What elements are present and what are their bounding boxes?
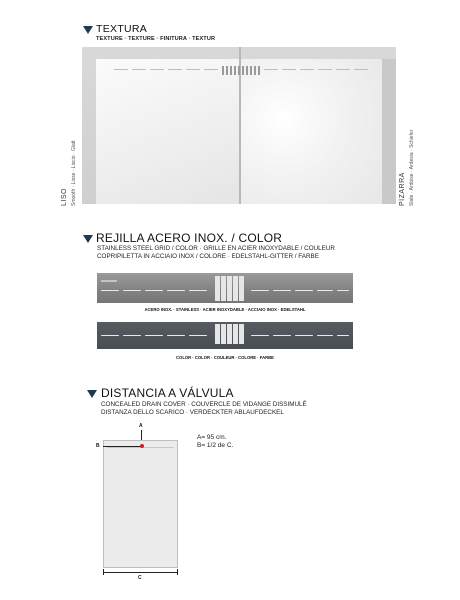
smooth-tray-surface [96, 59, 239, 204]
grid-drain-cover-icon [215, 276, 245, 301]
dimension-c-label: C [138, 575, 142, 581]
textura-subtitle: TEXTURE · TEXTURE · FINITURA · TEXTUR [96, 36, 216, 42]
section-marker-icon [83, 235, 93, 243]
liso-label: LISO [61, 188, 68, 206]
stainless-caption: ACERO INOX. · STAINLESS · ACIER INOXYDABLE · ACCIAIO INOX · EDELSTAHL [144, 307, 306, 312]
rejilla-subtitle-2: COPRIPILETTA IN ACCIAIO INOX / COLORE · EDELSTAHL-GITTER / FARBE [97, 253, 319, 260]
section-marker-icon [87, 390, 97, 398]
dimension-c-tick-right [177, 569, 178, 575]
slate-tray-surface [240, 59, 383, 204]
texture-photo [82, 47, 396, 204]
color-caption: COLOR · COLOR · COULEUR · COLORE · FARBE [176, 355, 274, 360]
liso-translations: Smooth · Lisse · Liscio · Glatt [71, 140, 77, 206]
dimension-c-tick-left [103, 569, 104, 575]
drain-cover-icon [222, 66, 240, 75]
stainless-grid-image [97, 273, 353, 303]
color-grid-image [97, 322, 353, 349]
pizarra-label: PIZARRA [399, 172, 406, 206]
dimension-c-line [103, 572, 178, 573]
drain-grid [110, 66, 372, 75]
note-a: A= 95 cm. [197, 434, 227, 441]
distancia-title: DISTANCIA A VÁLVULA [101, 386, 234, 400]
note-b: B= 1/2 de C. [197, 442, 234, 449]
distancia-subtitle-2: DISTANZA DELLO SCARICO · VERDECKTER ABLAUFDECKEL [101, 409, 284, 416]
stainless-grid-logo [101, 280, 117, 282]
drain-cover-icon [242, 66, 260, 75]
dimension-a-line [141, 430, 142, 440]
rejilla-subtitle-1: STAINLESS STEEL GRID / COLOR · GRILLE EN ACIER INOXYDABLE / COULEUR [97, 245, 335, 252]
tray-diagram [103, 440, 178, 568]
textura-title: TEXTURA [96, 23, 148, 35]
dimension-a-label: A [139, 423, 143, 429]
dimension-b-label: B [96, 443, 100, 449]
grid-drain-cover-icon [215, 324, 245, 348]
pizarra-translations: Slate · Ardoise · Ardesia · Schiefer [409, 129, 415, 206]
tray-rim [382, 59, 396, 204]
rejilla-title: REJILLA ACERO INOX. / COLOR [96, 231, 283, 245]
dimension-b-line [103, 446, 142, 447]
section-marker-icon [83, 26, 93, 34]
drain-position-marker [140, 444, 144, 448]
distancia-subtitle-1: CONCEALED DRAIN COVER · COUVERCLE DE VIDANGE DISSIMULÉ [101, 401, 307, 408]
